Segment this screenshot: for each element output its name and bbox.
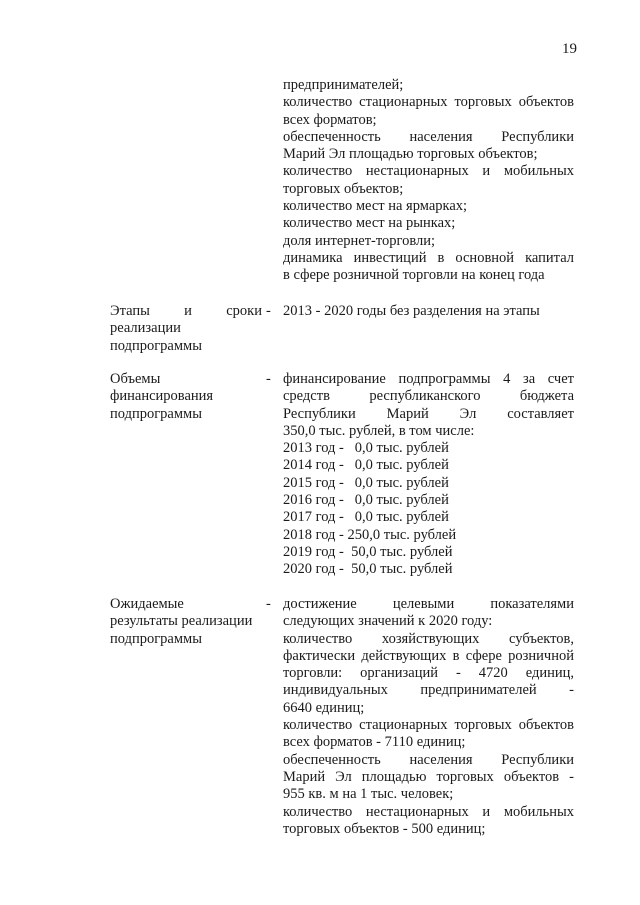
label-line: подпрограммы [110,337,202,354]
page-number: 19 [562,41,577,57]
label-line: финансирования [110,388,214,405]
funding-amount: 0,0 тыс. рублей [354,457,449,474]
text-line: средств республиканского бюджета [283,388,574,405]
section-label-funding [110,371,262,423]
text-line: 955 кв. м на 1 тыс. человек; [283,786,454,803]
funding-year: 2015 год - [283,474,344,491]
funding-year-row [283,561,574,578]
continuation-text [283,77,574,285]
funding-year-row [283,544,574,561]
text-line: количество мест на рынках; [283,215,456,232]
funding-amount: 50,0 тыс. рублей [351,561,453,578]
text-line: количество мест на ярмарках; [283,198,468,215]
text-line: следующих значений к 2020 году: [283,613,493,630]
funding-amount: 250,0 тыс. рублей [347,526,457,543]
funding-year: 2016 год - [283,492,344,509]
text-line: торговых объектов; [283,180,404,197]
text-line: в сфере розничной торговли на конец года [283,267,545,284]
text-line: всех форматов - 7110 единиц; [283,734,466,751]
text-line: Марий Эл площадью торговых объектов; [283,146,538,163]
text-line: количество хозяйствующих субъектов, [283,630,574,647]
funding-year-row [283,492,574,509]
label-line: Объемы [110,371,161,387]
funding-year-row [283,509,574,526]
section-label-results [110,596,262,648]
label-line: подпрограммы [110,405,202,422]
funding-year: 2014 год - [283,457,344,474]
text-line: фактически действующих в сфере розничной [283,647,574,664]
text-line: Республики Марий Эл составляет [283,405,574,422]
label-line: подпрограммы [110,630,202,647]
text-line: 2013 - 2020 годы без разделения на этапы [283,303,540,319]
text-line: количество нестационарных и мобильных [283,803,574,820]
text-line: динамика инвестиций в основной капитал [283,249,574,266]
text-line: обеспеченность населения Республики [283,751,574,768]
label-line: Ожидаемые [110,596,184,612]
text-line: 350,0 тыс. рублей, в том числе: [283,422,475,439]
section-dash: - [266,303,271,319]
label-line: Этапы и сроки [110,303,262,319]
text-line: количество стационарных торговых объектов [283,94,574,111]
text-line: предпринимателей; [283,77,404,93]
text-line: достижение целевыми показателями [283,596,574,612]
funding-year: 2013 год - [283,440,344,457]
text-line: финансирование подпрограммы 4 за счет [283,371,574,387]
section-content-funding [283,371,574,579]
funding-amount: 0,0 тыс. рублей [354,509,449,526]
text-line: торговли: организаций - 4720 единиц, [283,665,574,682]
funding-year: 2018 год - [283,526,344,543]
section-label-stages [110,303,262,355]
text-line: 6640 единиц; [283,699,365,716]
funding-amount: 0,0 тыс. рублей [354,440,449,457]
text-line: обеспеченность населения Республики [283,128,574,145]
funding-year-row [283,527,574,544]
funding-year: 2020 год - [283,561,344,578]
text-line: Марий Эл площадью торговых объектов - [283,768,574,785]
text-line: количество стационарных торговых объектов [283,717,574,734]
funding-year-row [283,475,574,492]
label-line: реализации [110,320,181,337]
text-line: торговых объектов - 500 единиц; [283,820,486,837]
text-line: индивидуальных предпринимателей - [283,682,574,699]
section-content-results [283,596,574,838]
text-line: доля интернет-торговли; [283,232,436,249]
funding-amount: 0,0 тыс. рублей [354,474,449,491]
section-dash: - [266,371,271,387]
funding-amount: 50,0 тыс. рублей [351,543,453,560]
funding-year-row [283,440,574,457]
text-line: количество нестационарных и мобильных [283,163,574,180]
funding-year-row [283,457,574,474]
funding-amount: 0,0 тыс. рублей [354,492,449,509]
section-dash: - [266,596,271,612]
section-content-stages [283,303,574,320]
funding-year: 2017 год - [283,509,344,526]
text-line: всех форматов; [283,111,377,128]
funding-year: 2019 год - [283,543,344,560]
label-line: результаты реализации [110,613,253,630]
